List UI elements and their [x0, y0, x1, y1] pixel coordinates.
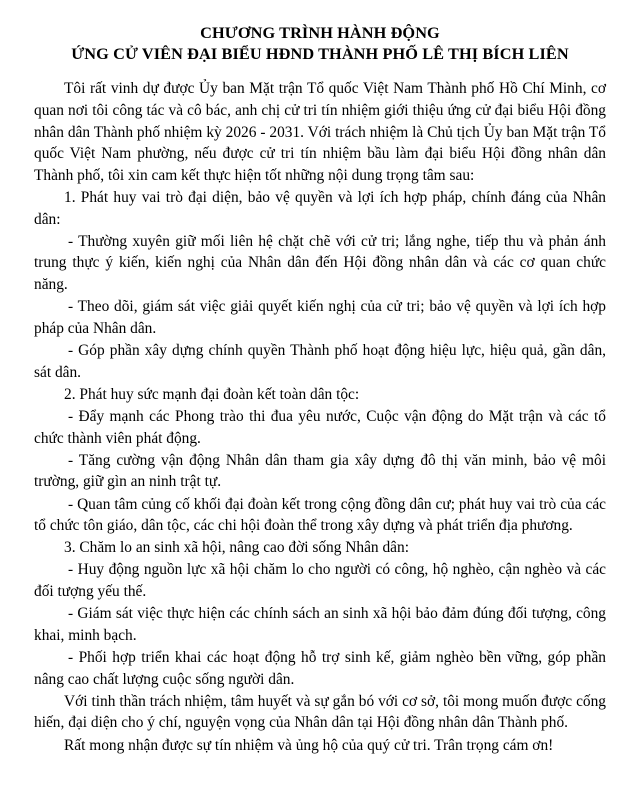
paragraph-section-1-item-2: - Theo dõi, giám sát việc giải quyết kiến nghị của cử tri; bảo vệ quyền và lợi ích hợp pháp của Nhân dân. — [34, 298, 606, 337]
paragraph-section-1-heading: 1. Phát huy vai trò đại diện, bảo vệ quyền và lợi ích hợp pháp, chính đáng của Nhân dân: — [34, 189, 606, 228]
paragraph-closing-commitment: Với tinh thần trách nhiệm, tâm huyết và sự gắn bó với cơ sở, tôi mong muốn được cống hiến, đại diện cho ý chí, nguyện vọng của Nhân dân tại Hội đồng nhân dân Thành phố. — [34, 692, 606, 732]
document-title-line-1: CHƯƠNG TRÌNH HÀNH ĐỘNG — [200, 23, 440, 42]
document-title-block — [34, 22, 606, 64]
paragraph-section-2-heading: 2. Phát huy sức mạnh đại đoàn kết toàn dân tộc: — [64, 385, 360, 403]
paragraph-section-2-item-2: - Tăng cường vận động Nhân dân tham gia xây dựng đô thị văn minh, bảo vệ môi trường, giữ gìn an ninh trật tự. — [34, 451, 606, 491]
paragraph-closing-thanks: Rất mong nhận được sự tín nhiệm và ủng hộ của quý cử tri. Trân trọng cám ơn! — [64, 736, 554, 754]
paragraph-intro: Tôi rất vinh dự được Ủy ban Mặt trận Tổ quốc Việt Nam Thành phố Hồ Chí Minh, cơ quan nơi tôi công tác và cô bác, anh chị cử tri tín nhiệm giới thiệu ứng cử đại biểu Hội đồng nhân dân Thành phố nhiệm kỳ 2026 - 2031. Với trách nhiệm là Chủ tịch Ủy ban Mặt trận Tổ quốc Việt Nam phường, nếu được cử tri tín nhiệm bầu làm đại biểu Hội đồng nhân dân Thành phố, tôi xin cam kết thực hiện tốt những nội dung trọng tâm sau: — [34, 80, 606, 184]
paragraph-section-3-item-1: - Huy động nguồn lực xã hội chăm lo cho người có công, hộ nghèo, cận nghèo và các đối tượng yếu thế. — [34, 561, 606, 601]
paragraph-section-2-item-1: - Đẩy mạnh các Phong trào thi đua yêu nước, Cuộc vận động do Mặt trận và các tổ chức thành viên phát động. — [34, 407, 606, 447]
paragraph-section-3-item-2: - Giám sát việc thực hiện các chính sách an sinh xã hội bảo đảm đúng đối tượng, công khai, minh bạch. — [34, 605, 606, 644]
paragraph-section-1-item-3: - Góp phần xây dựng chính quyền Thành phố hoạt động hiệu lực, hiệu quả, gần dân, sát dân. — [34, 342, 606, 381]
document-title-line-2: ỨNG CỬ VIÊN ĐẠI BIỂU HĐND THÀNH PHỐ LÊ THỊ BÍCH LIÊN — [71, 44, 569, 64]
paragraph-section-1-item-1: - Thường xuyên giữ mối liên hệ chặt chẽ với cử tri; lắng nghe, tiếp thu và phản ánh trung thực ý kiến, kiến nghị của Nhân dân đến Hội đồng nhân dân và các cơ quan chức năng. — [34, 232, 606, 294]
paragraph-section-3-heading: 3. Chăm lo an sinh xã hội, nâng cao đời sống Nhân dân: — [64, 539, 409, 557]
paragraph-section-2-item-3: - Quan tâm củng cố khối đại đoàn kết trong cộng đồng dân cư; phát huy vai trò của các tổ chức tôn giáo, dân tộc, các chi hội đoàn thể trong xây dựng và phát triển địa phương. — [34, 495, 606, 535]
paragraph-section-3-item-3: - Phối hợp triển khai các hoạt động hỗ trợ sinh kế, giảm nghèo bền vững, góp phần nâng cao chất lượng cuộc sống người dân. — [34, 649, 606, 688]
document-body — [34, 78, 606, 756]
